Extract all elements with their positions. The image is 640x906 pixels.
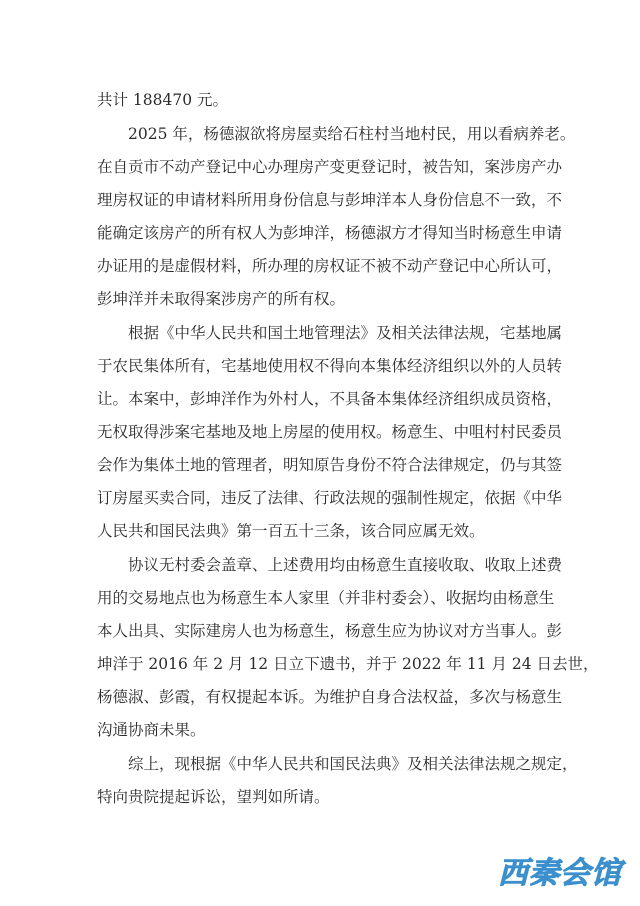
text-line: 坤洋于 2016 年 2 月 12 日立下遗书，并于 2022 年 11 月 24 日去世， bbox=[97, 655, 599, 673]
text-line: 协议无村委会盖章、上述费用均由杨意生直接收取、收取上述费 bbox=[128, 556, 563, 574]
text-line: 综上，现根据《中华人民共和国民法典》及相关法律法规之规定， bbox=[128, 755, 578, 773]
text-line: 无权取得涉案宅基地及地上房屋的使用权。杨意生、中咀村村民委员 bbox=[97, 423, 563, 441]
text-line: 于农民集体所有，宅基地使用权不得向本集体经济组织以外的人员转 bbox=[97, 357, 563, 375]
text-line: 共计 188470 元。 bbox=[97, 91, 229, 109]
text-line: 办证用的是虚假材料，所办理的房权证不被不动产登记中心所认可， bbox=[97, 257, 563, 275]
text-line: 用的交易地点也为杨意生本人家里（并非村委会）、收据均由杨意生 bbox=[97, 589, 555, 607]
text-line: 根据《中华人民共和国土地管理法》及相关法律法规，宅基地属 bbox=[128, 324, 563, 342]
text-line: 沟通协商未果。 bbox=[97, 721, 206, 739]
text-line: 2025 年，杨德淑欲将房屋卖给石柱村当地村民，用以看病养老。 bbox=[128, 125, 576, 143]
text-line: 特向贵院提起诉讼，望判如所请。 bbox=[97, 788, 330, 806]
text-line: 杨德淑、彭霞，有权提起本诉。为维护自身合法权益，多次与杨意生 bbox=[97, 688, 563, 706]
text-line: 在自贡市不动产登记中心办理房产变更登记时，被告知，案涉房产办 bbox=[97, 158, 563, 176]
text-line: 人民共和国民法典》第一百五十三条，该合同应属无效。 bbox=[97, 522, 485, 540]
text-line: 彭坤洋并未取得案涉房产的所有权。 bbox=[97, 290, 346, 308]
text-line: 本人出具、实际建房人也为杨意生，杨意生应为协议对方当事人。彭 bbox=[97, 622, 563, 640]
text-line: 能确定该房产的所有权人为彭坤洋，杨德淑方才得知当时杨意生申请 bbox=[97, 224, 563, 242]
text-line: 订房屋买卖合同，违反了法律、行政法规的强制性规定，依据《中华 bbox=[97, 489, 563, 507]
text-line: 会作为集体土地的管理者，明知原告身份不符合法律规定，仍与其签 bbox=[97, 456, 563, 474]
text-line: 理房权证的申请材料所用身份信息与彭坤洋本人身份信息不一致，不 bbox=[97, 191, 563, 209]
text-line: 让。本案中，彭坤洋作为外村人，不具备本集体经济组织成员资格， bbox=[97, 390, 563, 408]
watermark-logo: 西秦会馆 bbox=[498, 856, 622, 891]
